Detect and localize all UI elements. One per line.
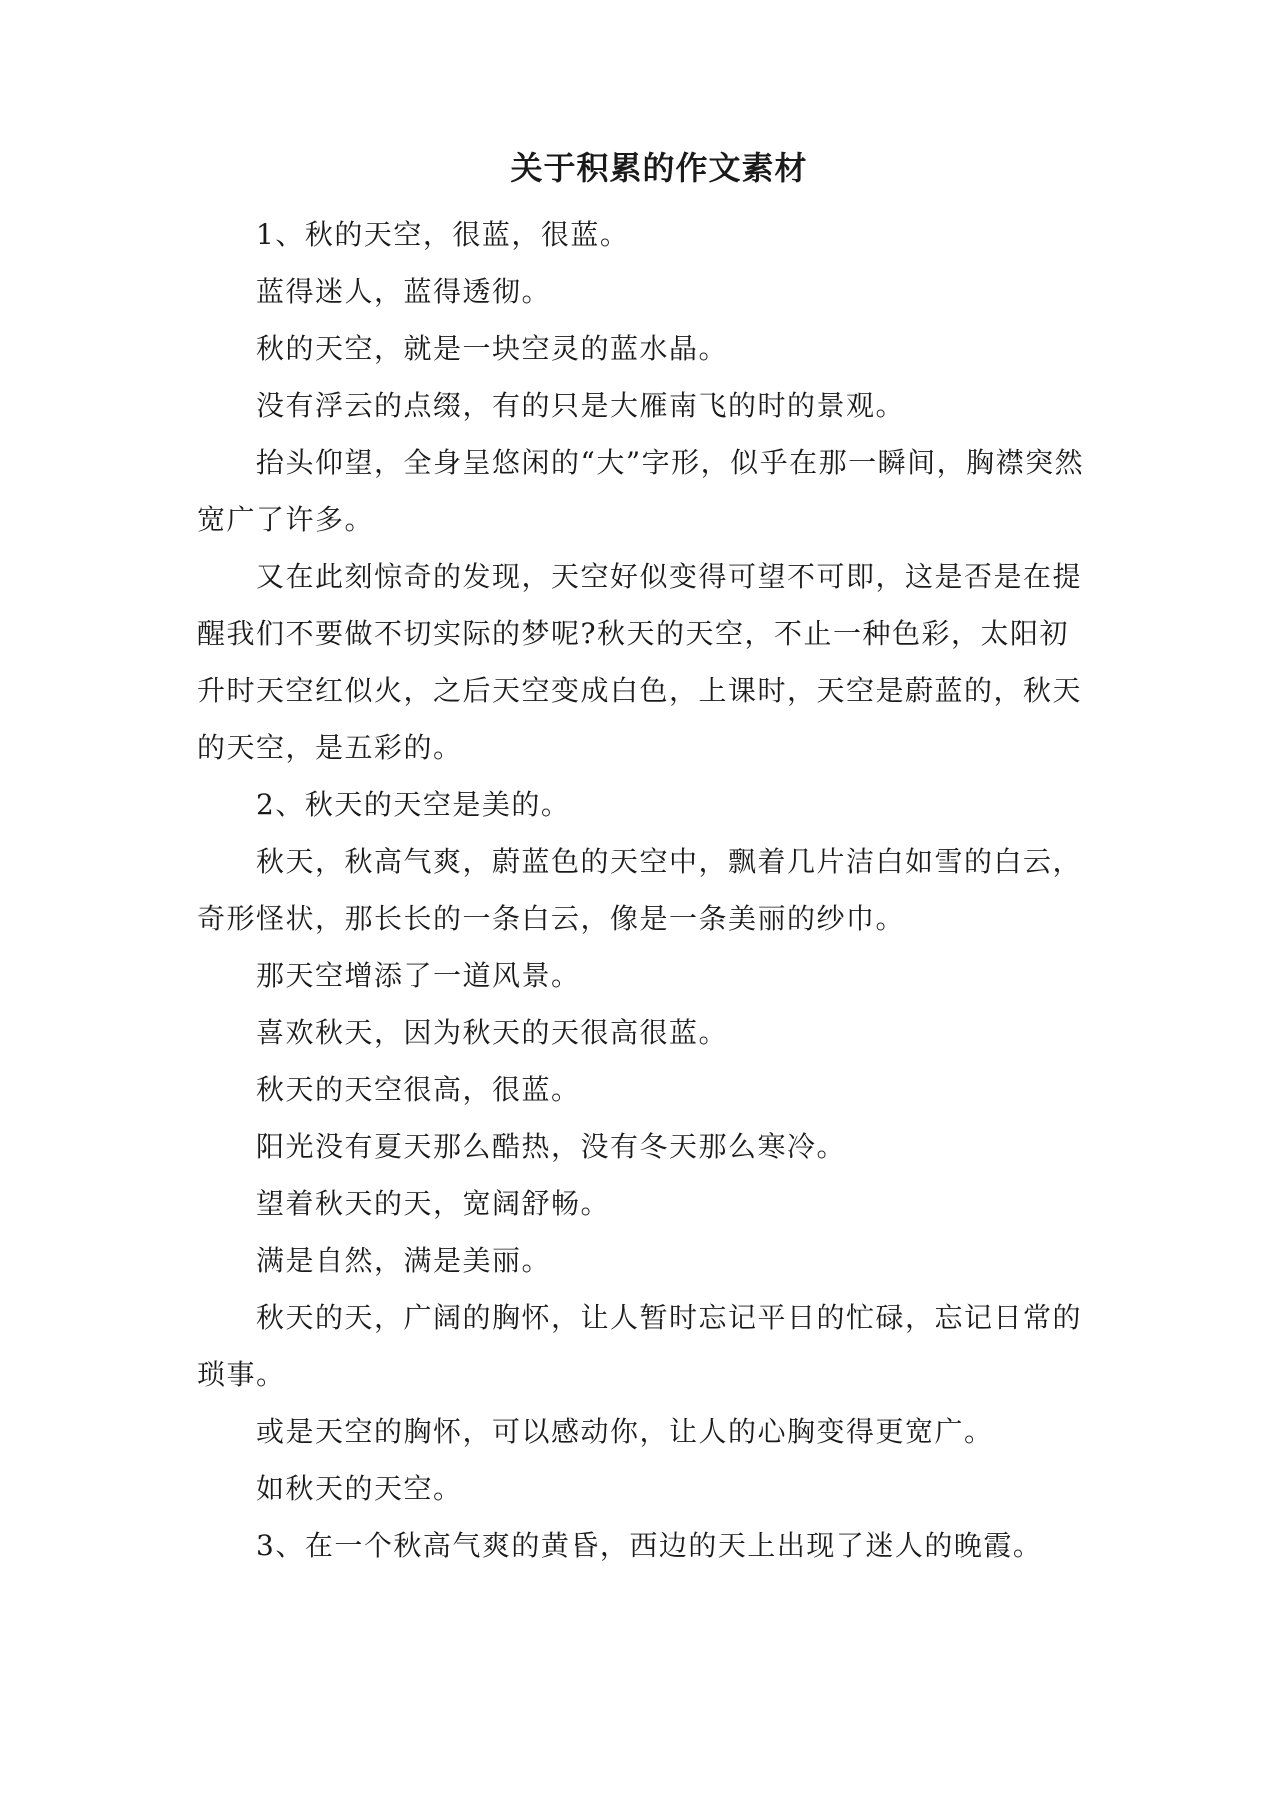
paragraph: 2、秋天的天空是美的。 — [256, 788, 571, 821]
page-title: 关于积累的作文素材 — [510, 149, 808, 187]
paragraph: 秋的天空，就是一块空灵的蓝水晶。 — [256, 332, 729, 365]
paragraph: 如秋天的天空。 — [256, 1472, 463, 1505]
paragraph: 抬头仰望，全身呈悠闲的“大”字形，似乎在那一瞬间，胸襟突然宽广了许多。 — [197, 446, 1085, 536]
paragraph: 没有浮云的点缀，有的只是大雁南飞的时的景观。 — [256, 389, 906, 422]
paragraph: 又在此刻惊奇的发现，天空好似变得可望不可即，这是否是在提醒我们不要做不切实际的梦呢?秋天的天空，不止一种色彩，太阳初升时天空红似火，之后天空变成白色，上课时，天空是蔚蓝的，秋天的天空，是五彩的。 — [197, 560, 1083, 764]
document-page — [197, 148, 1087, 1574]
paragraph: 满是自然，满是美丽。 — [256, 1244, 552, 1277]
paragraph: 3、在一个秋高气爽的黄昏，西边的天上出现了迷人的晚霞。 — [256, 1529, 1043, 1562]
paragraph: 望着秋天的天，宽阔舒畅。 — [256, 1187, 611, 1220]
paragraph: 秋天，秋高气爽，蔚蓝色的天空中，飘着几片洁白如雪的白云，奇形怪状，那长长的一条白云，像是一条美丽的纱巾。 — [197, 845, 1083, 935]
paragraph: 那天空增添了一道风景。 — [256, 959, 581, 992]
paragraph: 蓝得迷人，蓝得透彻。 — [256, 275, 552, 308]
paragraph: 秋天的天，广阔的胸怀，让人暂时忘记平日的忙碌，忘记日常的琐事。 — [197, 1301, 1083, 1391]
paragraph: 阳光没有夏天那么酷热，没有冬天那么寒冷。 — [256, 1130, 847, 1163]
paragraph: 或是天空的胸怀，可以感动你，让人的心胸变得更宽广。 — [256, 1415, 994, 1448]
paragraph: 秋天的天空很高，很蓝。 — [256, 1073, 581, 1106]
paragraph: 喜欢秋天，因为秋天的天很高很蓝。 — [256, 1016, 729, 1049]
paragraph: 1、秋的天空，很蓝，很蓝。 — [256, 218, 630, 251]
